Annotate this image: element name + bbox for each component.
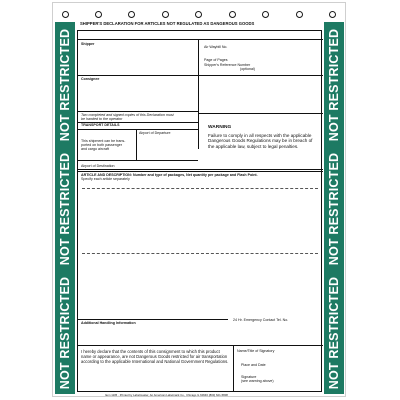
consignee-field[interactable] [80,83,196,109]
strip-label: NOT RESTRICTED [58,28,72,141]
warning-title: WARNING [208,125,232,130]
form-title: SHIPPER'S DECLARATION FOR ARTICLES NOT REGULATED AS DANGEROUS GOODS [80,21,255,26]
punch-hole [296,11,303,18]
punch-hole [162,11,169,18]
strip-label: NOT RESTRICTED [58,276,72,389]
place-date-label: Place and Date [241,363,266,367]
punch-hole [95,11,102,18]
declaration-form [77,30,322,392]
printer-footer: Item 1105 · Printed by Labelmaster, An American Labelmark Co., Chicago IL 60646 (800) 621-5808 [105,393,228,397]
shipment-note: and cargo aircraft [81,147,109,151]
shipper-field[interactable] [80,47,196,73]
signatory-name-label: Name/Title of Signatory [237,349,275,353]
shipper-label: Shipper [81,42,95,46]
transport-details-label: TRANSPORT DETAILS [81,123,120,127]
punch-hole [62,11,69,18]
punch-hole [229,11,236,18]
signatory-name-field[interactable] [236,354,320,362]
punch-hole [262,11,269,18]
strip-label: NOT RESTRICTED [327,276,341,389]
airport-destination-label: Airport of Destination [81,164,115,168]
article-description-field[interactable] [80,183,320,313]
air-waybill-label: Air Waybill No. [204,45,228,49]
page-of-pages-label: Page of Pages [204,58,228,62]
article-description-sub: Specify each article separately [81,177,130,181]
left-not-restricted-strip [55,22,75,394]
copies-note: Two completed and signed copies of this Declaration must [81,113,174,117]
punch-hole [128,11,135,18]
strip-label: NOT RESTRICTED [327,28,341,141]
signature-note: (see warning above) [241,379,274,383]
additional-handling-label: Additional Handling Information [81,321,136,325]
punch-hole [195,11,202,18]
punch-hole [329,11,336,18]
airport-departure-label: Airport of Departure [139,131,171,135]
copies-note: be handed to the operator [81,117,123,121]
place-date-field[interactable] [236,368,320,374]
article-description-label: ARTICLE AND DESCRIPTION: Number and type of packages, Net quantity per package and Flash Point. [81,173,258,177]
warning-text: Failure to comply in all respects with the applicable Dangerous Goods Regulations may be in breach of the applicable law, subject to legal penalties. [208,133,313,149]
signature-field[interactable] [236,384,320,391]
emergency-contact-label: 24 Hr. Emergency Contact Tel. No. [233,318,289,322]
right-not-restricted-strip [324,22,344,394]
optional-note: (optional) [240,67,255,71]
consignee-label: Consignee [81,77,100,81]
strip-label: NOT RESTRICTED [327,152,341,265]
declaration-text: I hereby declare that the contents of this consignment to which this product name or appearance, are not Dangerous Goods restricted for air transportation according to the applicable International and National Government Regulations. [81,349,229,364]
signature-label: Signature [241,375,257,379]
additional-handling-field[interactable] [80,327,320,343]
strip-label: NOT RESTRICTED [58,152,72,265]
shipment-note: This shipment can be trans- [81,139,126,143]
shipment-note: ported on both passenger [81,143,122,147]
shipper-reference-label: Shipper's Reference Number [204,63,251,67]
